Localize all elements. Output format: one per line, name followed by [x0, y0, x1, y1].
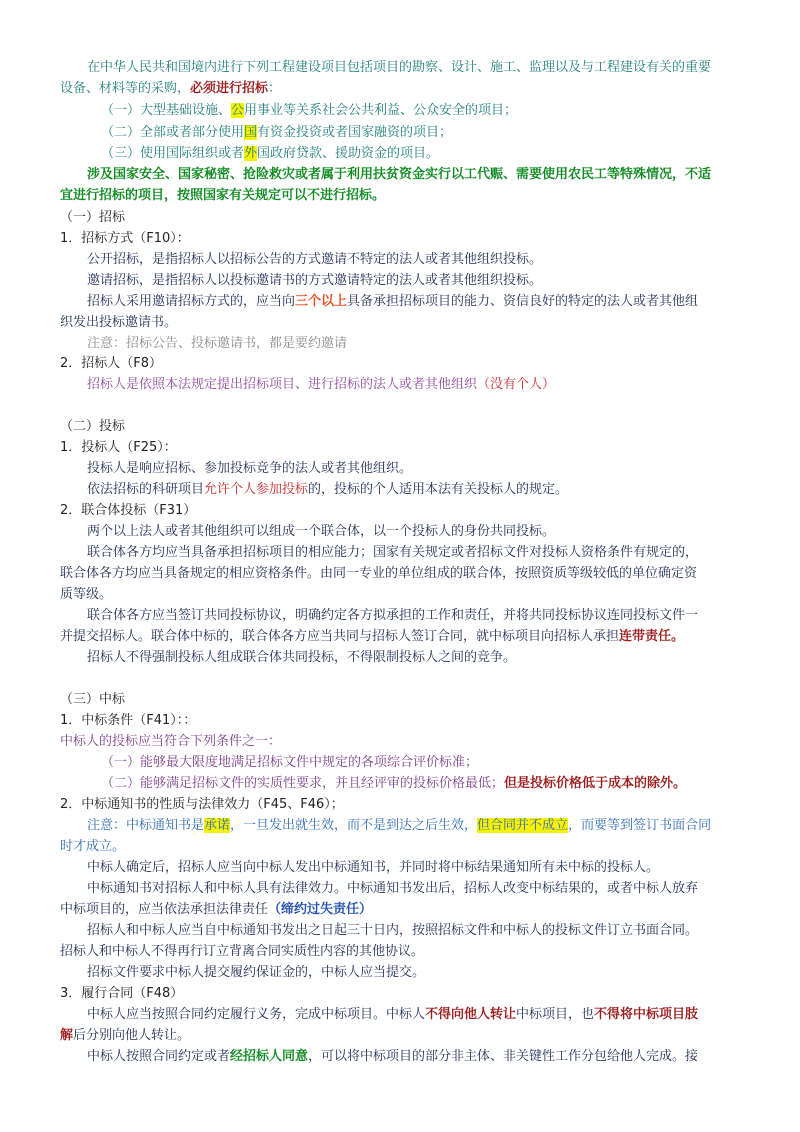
subheading-bidding-method: 1．招标方式（F10）：: [60, 231, 190, 246]
consortium-para-2-line-2: 联合体各方均应当具备规定的相应资格条件。由同一专业的单位组成的联合体，按照资质等级较低的单位确定资: [60, 566, 698, 581]
award-conditions-intro: 中标人的投标应当符合下列条件之一：: [60, 734, 282, 749]
performance-bond-para: 招标文件要求中标人提交履约保证金的，中标人应当提交。: [87, 965, 426, 980]
award-notice-para-1: 中标人确定后，招标人应当向中标人发出中标通知书，并同时将中标结果通知所有未中标的投标人。: [87, 860, 660, 875]
intro-line-1: 在中华人民共和国境内进行下列工程建设项目包括项目的勘察、设计、施工、监理以及与工程建设有关的重要: [87, 60, 712, 75]
consortium-para-3-line-1: 联合体各方应当签订共同投标协议，明确约定各方拟承担的工作和责任，并将共同投标协议连同投标文件一: [87, 608, 699, 623]
invitation-rule-line-2: 织发出投标邀请书。: [60, 315, 178, 330]
consortium-para-4: 招标人不得强制投标人组成联合体共同投标，不得限制投标人之间的竞争。: [87, 650, 517, 665]
section-heading-tendering: （二）投标: [60, 419, 126, 434]
intro-item-3: （三）使用国际组织或者外国政府贷款、援助资金的项目。: [101, 146, 440, 161]
open-bidding-para: 公开招标，是指招标人以招标公告的方式邀请不特定的法人或者其他组织投标。: [87, 252, 543, 267]
subheading-consortium: 2．联合体投标（F31）: [60, 503, 197, 518]
consortium-para-1: 两个以上法人或者其他组织可以组成一个联合体，以一个投标人的身份共同投标。: [87, 524, 556, 539]
intro-line-2: 设备、材料等的采购，必须进行招标：: [60, 81, 282, 96]
subcontract-para: 中标人按照合同约定或者经招标人同意，可以将中标项目的部分非主体、非关键性工作分包给他人完成。接: [87, 1049, 699, 1064]
intro-item-2: （二）全部或者部分使用国有资金投资或者国家融资的项目；: [101, 125, 453, 140]
subheading-contract-performance: 3．履行合同（F48）: [60, 986, 184, 1001]
tenderer-definition: 招标人是依照本法规定提出招标项目、进行招标的法人或者其他组织（没有个人）: [87, 377, 556, 392]
subheading-tenderer: 2．招标人（F8）: [60, 356, 163, 371]
invitation-rule-line-1: 招标人采用邀请招标方式的，应当向三个以上具备承担招标项目的能力、资信良好的特定的法人或者其他组: [87, 294, 699, 309]
performance-para-line-1: 中标人应当按照合同约定履行义务，完成中标项目。中标人不得向他人转让中标项目，也不得将中标项目肢: [87, 1007, 699, 1022]
award-notice-note-line-1: 注意：中标通知书是承诺，一旦发出就生效，而不是到达之后生效，但合同并不成立，而要等到签订书面合同: [87, 818, 712, 833]
research-project-para: 依法招标的科研项目允许个人参加投标的，投标的个人适用本法有关投标人的规定。: [87, 482, 569, 497]
bidder-definition: 投标人是响应招标、参加投标竞争的法人或者其他组织。: [87, 461, 413, 476]
consortium-para-2-line-3: 质等级。: [60, 587, 113, 602]
section-heading-bidding: （一）招标: [60, 210, 126, 225]
award-condition-1: （一）能够最大限度地满足招标文件中规定的各项综合评价标准；: [101, 755, 479, 770]
award-notice-note-line-2: 时才成立。: [60, 839, 126, 854]
award-notice-para-2-line-2: 中标项目的，应当依法承担法律责任（缔约过失责任）: [60, 902, 373, 917]
contract-signing-para-line-2: 招标人和中标人不得再行订立背离合同实质性内容的其他协议。: [60, 944, 425, 959]
intro-item-1: （一）大型基础设施、公用事业等关系社会公共利益、公众安全的项目；: [101, 103, 518, 118]
exemption-line-2: 宜进行招标的项目，按照国家有关规定可以不进行招标。: [60, 188, 386, 203]
section-heading-award: （三）中标: [60, 692, 126, 707]
award-condition-2: （二）能够满足招标文件的实质性要求，并且经评审的投标价格最低；但是投标价格低于成本的除外。: [101, 776, 687, 791]
note-offer-invitation: 注意：招标公告、投标邀请书，都是要约邀请: [87, 336, 348, 351]
exemption-line-1: 涉及国家安全、国家秘密、抢险救灾或者属于利用扶贫资金实行以工代赈、需要使用农民工等特殊情况，不适: [87, 167, 712, 182]
consortium-para-3-line-2: 并提交招标人。联合体中标的，联合体各方应当共同与招标人签订合同，就中标项目向招标人承担连带责任。: [60, 629, 685, 644]
contract-signing-para-line-1: 招标人和中标人应当自中标通知书发出之日起三十日内，按照招标文件和中标人的投标文件订立书面合同。: [87, 923, 699, 938]
consortium-para-2-line-1: 联合体各方均应当具备承担招标项目的相应能力；国家有关规定或者招标文件对投标人资格条件有规定的，: [87, 545, 699, 560]
performance-para-line-2: 解后分别向他人转让。: [60, 1028, 191, 1043]
subheading-bidder: 1．投标人（F25）：: [60, 440, 177, 455]
subheading-award-conditions: 1．中标条件（F41）：：: [60, 713, 197, 728]
subheading-award-notice: 2．中标通知书的性质与法律效力（F45、F46）；: [60, 797, 344, 812]
invited-bidding-para: 邀请招标，是指招标人以投标邀请书的方式邀请特定的法人或者其他组织投标。: [87, 273, 543, 288]
award-notice-para-2-line-1: 中标通知书对招标人和中标人具有法律效力。中标通知书发出后，招标人改变中标结果的，或者中标人放弃: [87, 881, 699, 896]
